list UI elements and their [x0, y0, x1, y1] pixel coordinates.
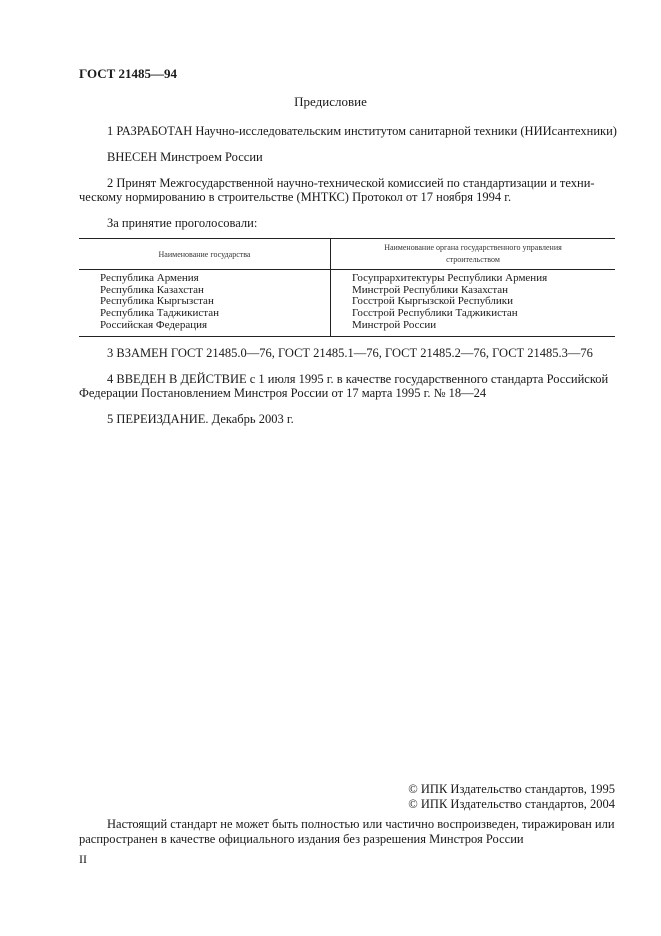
voting-states-table [79, 238, 615, 337]
copyright-1995: © ИПК Издательство стандартов, 1995 [408, 782, 615, 796]
state-name: Российская Федерация [100, 318, 208, 331]
authority-name: Госстрой Республики Таджикистан [352, 307, 518, 320]
paragraph-voted: За принятие проголосовали: [107, 216, 258, 230]
paragraph-adopted-line-1: 2 Принят Межгосударственной научно-технической комиссией по стандартизации и техни- [107, 176, 595, 190]
page-number: II [79, 852, 87, 866]
authorities-cell [331, 270, 616, 337]
reproduction-notice-line-2: распространен в качестве официального издания без разрешения Минстроя России [79, 832, 524, 846]
paragraph-effective-line-1: 4 ВВЕДЕН В ДЕЙСТВИЕ с 1 июля 1995 г. в качестве государственного стандарта Российской [107, 372, 609, 386]
column-header-authority-line-1: Наименование органа государственного управления [384, 243, 562, 252]
authority-name: Минстрой Республики Казахстан [352, 283, 509, 296]
paragraph-replaces: 3 ВЗАМЕН ГОСТ 21485.0—76, ГОСТ 21485.1—76, ГОСТ 21485.2—76, ГОСТ 21485.3—76 [107, 346, 593, 360]
table-header-row [79, 239, 615, 270]
paragraph-developed-by: 1 РАЗРАБОТАН Научно-исследовательским институтом санитарной техники (НИИсантехники) [107, 124, 617, 138]
paragraph-adopted-line-2: ческому нормированию в строительстве (МНТКС) Протокол от 17 ноября 1994 г. [79, 190, 512, 204]
state-name: Республика Кыргызстан [100, 295, 214, 308]
authority-name: Минстрой России [352, 318, 437, 331]
state-name: Республика Таджикистан [100, 307, 219, 320]
paragraph-reissue: 5 ПЕРЕИЗДАНИЕ. Декабрь 2003 г. [107, 412, 294, 426]
paragraph-introduced-by: ВНЕСЕН Минстроем России [107, 150, 263, 164]
column-header-authority-line-2: строительством [446, 255, 500, 264]
table-row [79, 270, 615, 337]
state-name: Республика Армения [100, 272, 199, 284]
paragraph-effective-line-2: Федерации Постановлением Минстроя России от 17 марта 1995 г. № 18—24 [79, 386, 487, 400]
column-header-authority [331, 239, 616, 270]
document-code: ГОСТ 21485—94 [79, 66, 178, 81]
state-name: Республика Казахстан [100, 283, 204, 296]
section-title: Предисловие [294, 94, 367, 109]
states-cell [79, 270, 331, 337]
copyright-2004: © ИПК Издательство стандартов, 2004 [408, 797, 615, 811]
authority-name: Госстрой Кыргызской Республики [352, 295, 513, 308]
authority-name: Госупрархитектуры Республики Армения [352, 272, 548, 284]
column-header-state: Наименование государства [79, 239, 331, 270]
reproduction-notice-line-1: Настоящий стандарт не может быть полностью или частично воспроизведен, тиражирован или [107, 817, 615, 831]
